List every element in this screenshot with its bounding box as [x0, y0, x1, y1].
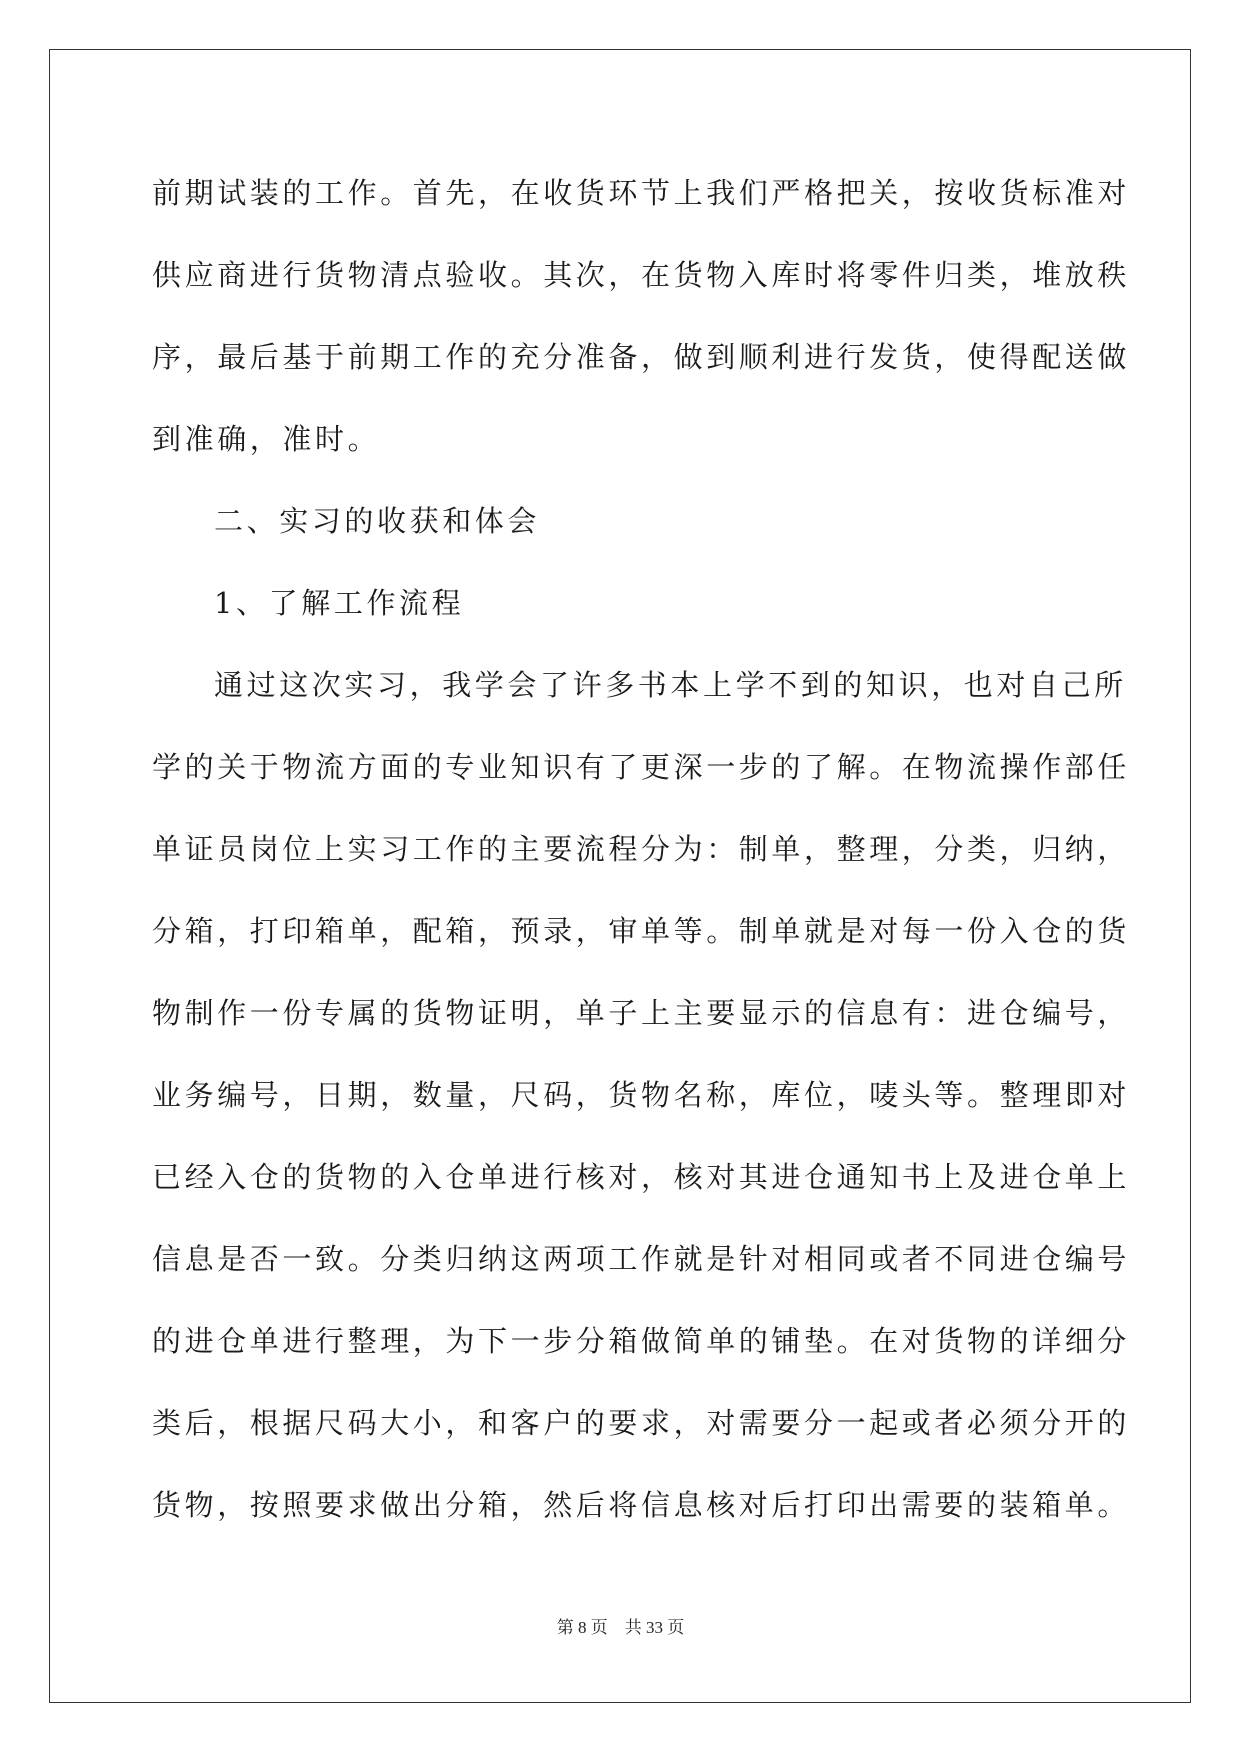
document-body — [152, 152, 1131, 1546]
body-text-line: 供应商进行货物清点验收。其次，在货物入库时将零件归类，堆放秩 — [152, 258, 1131, 292]
body-text-line: 单证员岗位上实习工作的主要流程分为：制单，整理，分类，归纳， — [152, 832, 1131, 866]
body-text-line: 学的关于物流方面的专业知识有了更深一步的了解。在物流操作部任 — [152, 750, 1131, 784]
body-text-line: 类后，根据尺码大小，和客户的要求，对需要分一起或者必须分开的 — [152, 1406, 1131, 1440]
page-number: 第 8 页 共 33 页 — [556, 1618, 685, 1637]
section-heading: 二、实习的收获和体会 — [214, 504, 541, 538]
body-text-line: 序，最后基于前期工作的充分准备，做到顺利进行发货，使得配送做 — [152, 340, 1131, 374]
subsection-heading: 1、了解工作流程 — [214, 586, 465, 620]
body-text-line: 的进仓单进行整理，为下一步分箱做简单的铺垫。在对货物的详细分 — [152, 1324, 1131, 1358]
body-text-line: 物制作一份专属的货物证明，单子上主要显示的信息有：进仓编号， — [152, 996, 1131, 1030]
body-text-line: 信息是否一致。分类归纳这两项工作就是针对相同或者不同进仓编号 — [152, 1242, 1131, 1276]
body-text-line: 已经入仓的货物的入仓单进行核对，核对其进仓通知书上及进仓单上 — [152, 1160, 1131, 1194]
body-text-line: 通过这次实习，我学会了许多书本上学不到的知识，也对自己所 — [214, 668, 1127, 702]
body-text-line: 分箱，打印箱单，配箱，预录，审单等。制单就是对每一份入仓的货 — [152, 914, 1131, 948]
body-text-line: 前期试装的工作。首先，在收货环节上我们严格把关，按收货标准对 — [152, 176, 1131, 210]
body-text-line: 业务编号，日期，数量，尺码，货物名称，库位，唛头等。整理即对 — [152, 1078, 1131, 1112]
body-text-line: 到准确，准时。 — [152, 422, 381, 456]
body-text-line: 货物，按照要求做出分箱，然后将信息核对后打印出需要的装箱单。 — [152, 1488, 1131, 1522]
page-footer — [0, 1613, 1241, 1638]
